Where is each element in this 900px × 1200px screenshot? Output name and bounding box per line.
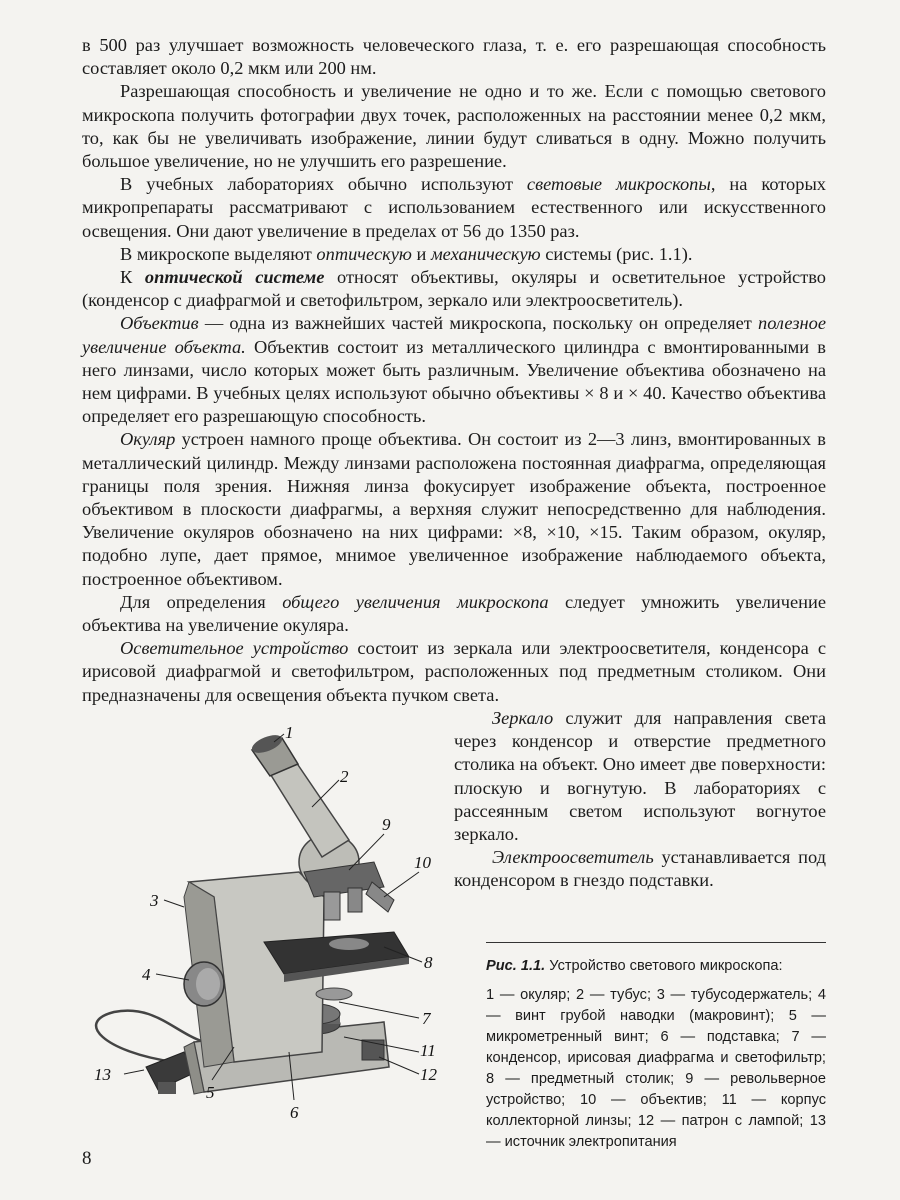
caption-title-rest: Устройство светового микроскопа: xyxy=(545,958,783,974)
figure-label: 2 xyxy=(340,767,349,786)
figure-label: 4 xyxy=(142,965,151,984)
caption-body: 1 — окуляр; 2 — тубус; 3 — тубусодержатель; 4 — винт грубой наводки (макровинт); 5 — микрометренный винт; 6 — подставка; 7 — конденсор, ирисовая диафрагма и светофильтр; 8 — предметный столик; 9 — револьверное устройство; 10 — объектив; 11 — корпус коллекторной линзы; 12 — патрон с лампой; 13 — источник электропитания xyxy=(486,987,826,1150)
figure-label: 3 xyxy=(150,891,159,910)
paragraph: в 500 раз улучшает возможность человеческого глаза, т. е. его разрешающая способность составляет около 0,2 мкм или 200 нм. xyxy=(82,35,826,79)
figure-label: 10 xyxy=(414,853,431,872)
figure-label: 5 xyxy=(206,1083,215,1102)
figure-caption xyxy=(486,956,826,1153)
page-number: 8 xyxy=(82,1148,92,1169)
paragraph: В микроскопе выделяют оптическую и механическую системы (рис. 1.1). xyxy=(120,243,693,264)
figure-label: 1 xyxy=(285,723,294,742)
paragraph: Разрешающая способность и увеличение не одно и то же. Если с помощью светового микроскопа получить фотографии двух точек, расположенных на расстоянии менее 0,2 мкм, то, как бы не увеличивать изображение, линии будут сливаться в одну. Можно получить большое увеличение, но не улучшить его разрешение. xyxy=(82,81,826,172)
paragraph: Для определения общего увеличения микроскопа следует умножить увеличение объектива на увеличение окуляра. xyxy=(82,591,827,636)
caption-title: Рис. 1.1. xyxy=(486,958,546,974)
paragraph: К оптической системе относят объективы, окуляры и осветительное устройство (конденсор с диафрагмой и светофильтром, зеркало или электроосветитель). xyxy=(82,267,826,311)
figure-label: 8 xyxy=(424,953,433,972)
figure-label: 6 xyxy=(290,1103,299,1122)
caption-divider xyxy=(486,942,826,943)
paragraph: Объектив — одна из важнейших частей микроскопа, поскольку он определяет полезное увеличение объекта. Объектив состоит из металлического цилиндра с вмонтированными в него линзами, число которых может быть различным. Увеличение объектива обозначено на нем цифрами. В учебных целях используют обычно объективы × 8 и × 40. Качество объектива определяет его разрешающую способность. xyxy=(82,313,826,427)
paragraph: Электроосветитель устанавливается под конденсором в гнездо подставки. xyxy=(454,847,826,891)
paragraph: Зеркало служит для направления света через конденсор и отверстие предметного столика на объект. Оно имеет две поверхности: плоскую и вогнутую. В лабораториях с рассеянным светом используют вогнутое зеркало. xyxy=(454,707,826,844)
paragraph: Осветительное устройство состоит из зеркала или электроосветителя, конденсора с ирисовой диафрагмой и светофильтром, расположенных под предметным столиком. Они предназначены для освещения объекта пучком света. xyxy=(82,638,826,705)
paragraph: Окуляр устроен намного проще объектива. Он состоит из 2—3 линз, вмонтированных в металлический цилиндр. Между линзами расположена постоянная диафрагма, определяющая границы поля зрения. Нижняя линза фокусирует изображение объекта, построенное объективом в плоскости диафрагмы, а верхняя служит непосредственно для наблюдения. Увеличение окуляров обозначено на них цифрами: ×8, ×10, ×15. Таким образом, окуляр, подобно лупе, дает прямое, мнимое увеличенное изображение наблюдаемого объекта, построенное объективом. xyxy=(82,429,826,589)
figure-label: 12 xyxy=(420,1065,437,1084)
figure-label: 11 xyxy=(420,1041,436,1060)
microscope-figure xyxy=(84,722,456,1122)
paragraph: В учебных лабораториях обычно используют световые микроскопы, на которых микропрепараты рассматривают с использованием естественного или искусственного освещения. Они дают увеличение в пределах от 56 до 1350 раз. xyxy=(82,174,827,241)
figure-label: 13 xyxy=(94,1065,111,1084)
figure-label: 9 xyxy=(382,815,391,834)
figure-label: 7 xyxy=(422,1009,431,1028)
